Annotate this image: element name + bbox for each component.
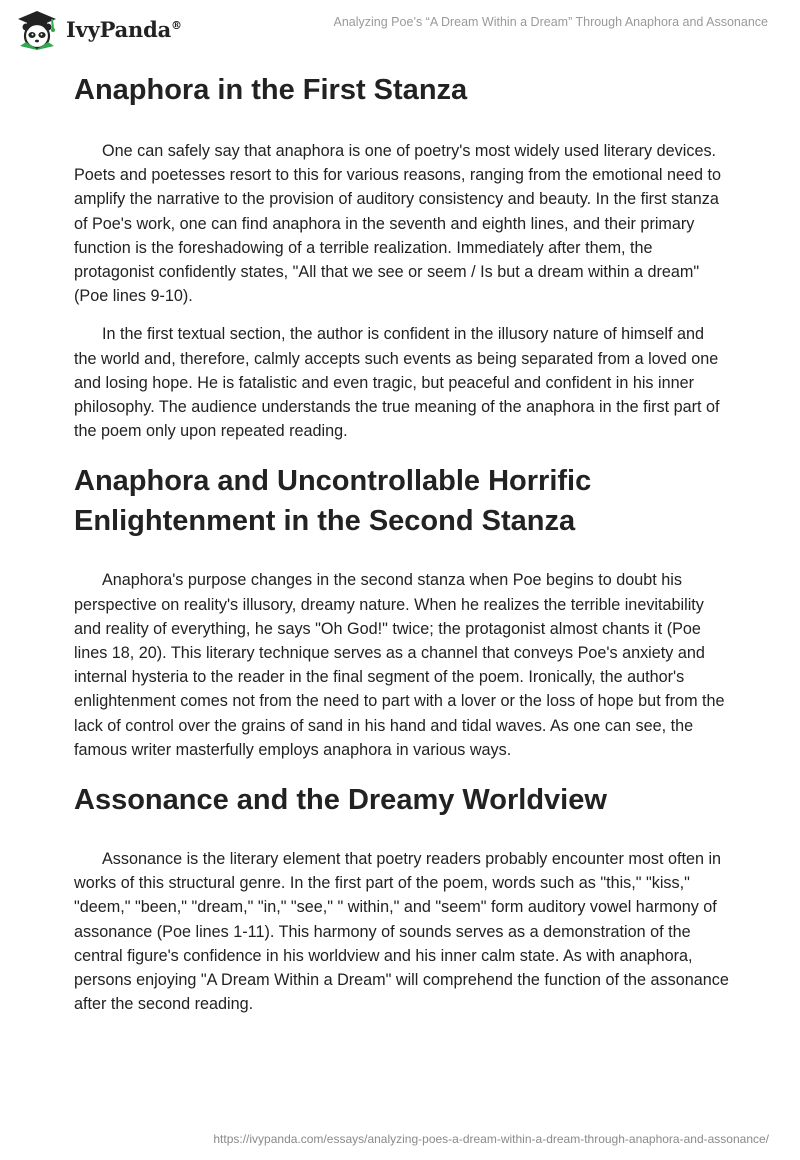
document-title: Analyzing Poe’s “A Dream Within a Dream” Through Anaphora and Assonance xyxy=(333,15,768,29)
logo-text: IvyPanda xyxy=(66,16,172,42)
page-header xyxy=(0,0,800,56)
panda-graduate-icon xyxy=(14,8,60,50)
section-heading: Anaphora in the First Stanza xyxy=(74,74,468,106)
source-url-link[interactable]: https://ivypanda.com/essays/analyzing-poes-a-dream-within-a-dream-through-anaphora-and-assonance/ xyxy=(213,1132,769,1146)
paragraph: Assonance is the literary element that poetry readers probably encounter most often in works of this structural genre. In the first part of the poem, words such as "this," "kiss," "deem," "been," "dream," "in," "see," " within," and "seem" form auditory vowel harmony of assonance (Poe lines 1-11). This harmony of sounds serves as a demonstration of the central figure's confidence in his worldview and his inner calm state. As with anaphora, persons enjoying "A Dream Within a Dream" will comprehend the function of the assonance after the second reading. xyxy=(74,850,729,1014)
essay-body xyxy=(74,70,730,1016)
section-heading: Anaphora and Uncontrollable Horrific Enlightenment in the Second Stanza xyxy=(74,465,592,538)
logo-wordmark xyxy=(66,17,182,42)
paragraph: In the first textual section, the author is confident in the illusory nature of himself and the world and, therefore, calmly accepts such events as being separated from a loved one and losing hope. He is fatalistic and even tragic, but peaceful and confident in his inner philosophy. The audience understands the true meaning of the anaphora in the first part of the poem only upon repeated reading. xyxy=(74,325,720,441)
ivypanda-logo[interactable] xyxy=(14,8,182,50)
paragraph: Anaphora's purpose changes in the second stanza when Poe begins to doubt his perspective on reality's illusory, dreamy nature. When he realizes the terrible inevitability and reality of everything, he says "Oh God!" twice; the protagonist almost chants it (Poe lines 18, 20). This literary technique serves as a channel that conveys Poe's anxiety and internal hysteria to the reader in the final segment of the poem. Ironically, the author's enlightenment comes not from the need to part with a lover or the loss of hope but from the lack of control over the grains of sand in his hand and tidal waves. As one can see, the famous writer masterfully employs anaphora in various ways. xyxy=(74,571,725,759)
section-heading: Assonance and the Dreamy Worldview xyxy=(74,784,607,817)
paragraph: One can safely say that anaphora is one of poetry's most widely used literary devices. Poets and poetesses resort to this for various reasons, ranging from the emotional need to amplify the narrative to the provision of auditory consistency and beauty. In the first stanza of Poe's work, one can find anaphora in the seventh and eighth lines, and their primary function is the foreshadowing of a terrible realization. Immediately after them, the protagonist confidently states, "All that we see or seem / Is but a dream within a dream" (Poe lines 9-10). xyxy=(74,142,721,306)
registered-mark: ® xyxy=(171,18,182,32)
